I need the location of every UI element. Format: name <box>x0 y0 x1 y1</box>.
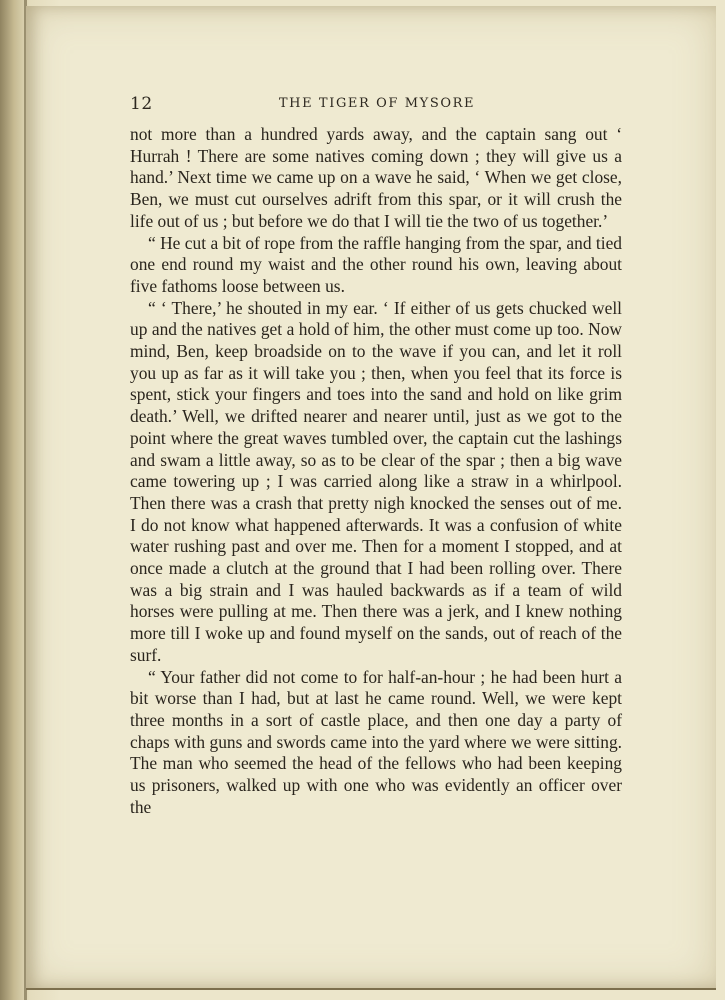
page-body <box>130 124 622 819</box>
paragraph: “ He cut a bit of rope from the raffle hanging from the spar, and tied one end round my waist and the other round his own, leaving about five fathoms loose between us. <box>130 232 622 296</box>
running-header <box>130 94 624 114</box>
page-number: 12 <box>130 94 153 114</box>
paragraph: “ ‘ There,’ he shouted in my ear. ‘ If either of us gets chucked well up and the natives get a hold of him, the other must come up too. Now mind, Ben, keep broadside on to the wave if you can, and let it roll you up as far as it will take you ; then, when you feel that its force is spent, stick your fingers and toes into the sand and hold on like grim death.’ Well, we drifted nearer and nearer until, just as we got to the point where the great waves tumbled over, the captain cut the lashings and swam a little away, so as to be clear of the spar ; then a big wave came towering up ; I was carried along like a straw in a whirlpool. Then there was a crash that pretty nigh knocked the senses out of me. I do not know what happened afterwards. It was a confusion of white water rushing past and over me. Then for a moment I stopped, and at once made a clutch at the ground that I had been rolling over. There was a big strain and I was hauled backwards as if a team of wild horses were pulling at me. Then there was a jerk, and I knew nothing more till I woke up and found myself on the sands, out of reach of the surf. <box>130 297 622 665</box>
paragraph: not more than a hundred yards away, and the captain sang out ‘ Hurrah ! There are some natives coming down ; they will give us a hand.’ Next time we came up on a wave he said, ‘ When we get close, Ben, we must cut ourselves adrift from this spar, or it will crush the life out of us ; but before we do that I will tie the two of us together.’ <box>130 124 622 231</box>
running-title: THE TIGER OF MYSORE <box>278 96 476 111</box>
paragraph: “ Your father did not come to for half-an-hour ; he had been hurt a bit worse than I had, but at last he came round. Well, we were kept three months in a sort of castle place, and then one day a party of chaps with guns and swords came into the yard where we were sitting. The man who seemed the head of the fellows who had been keeping us prisoners, walked up with one who was evidently an officer over the <box>130 666 622 817</box>
